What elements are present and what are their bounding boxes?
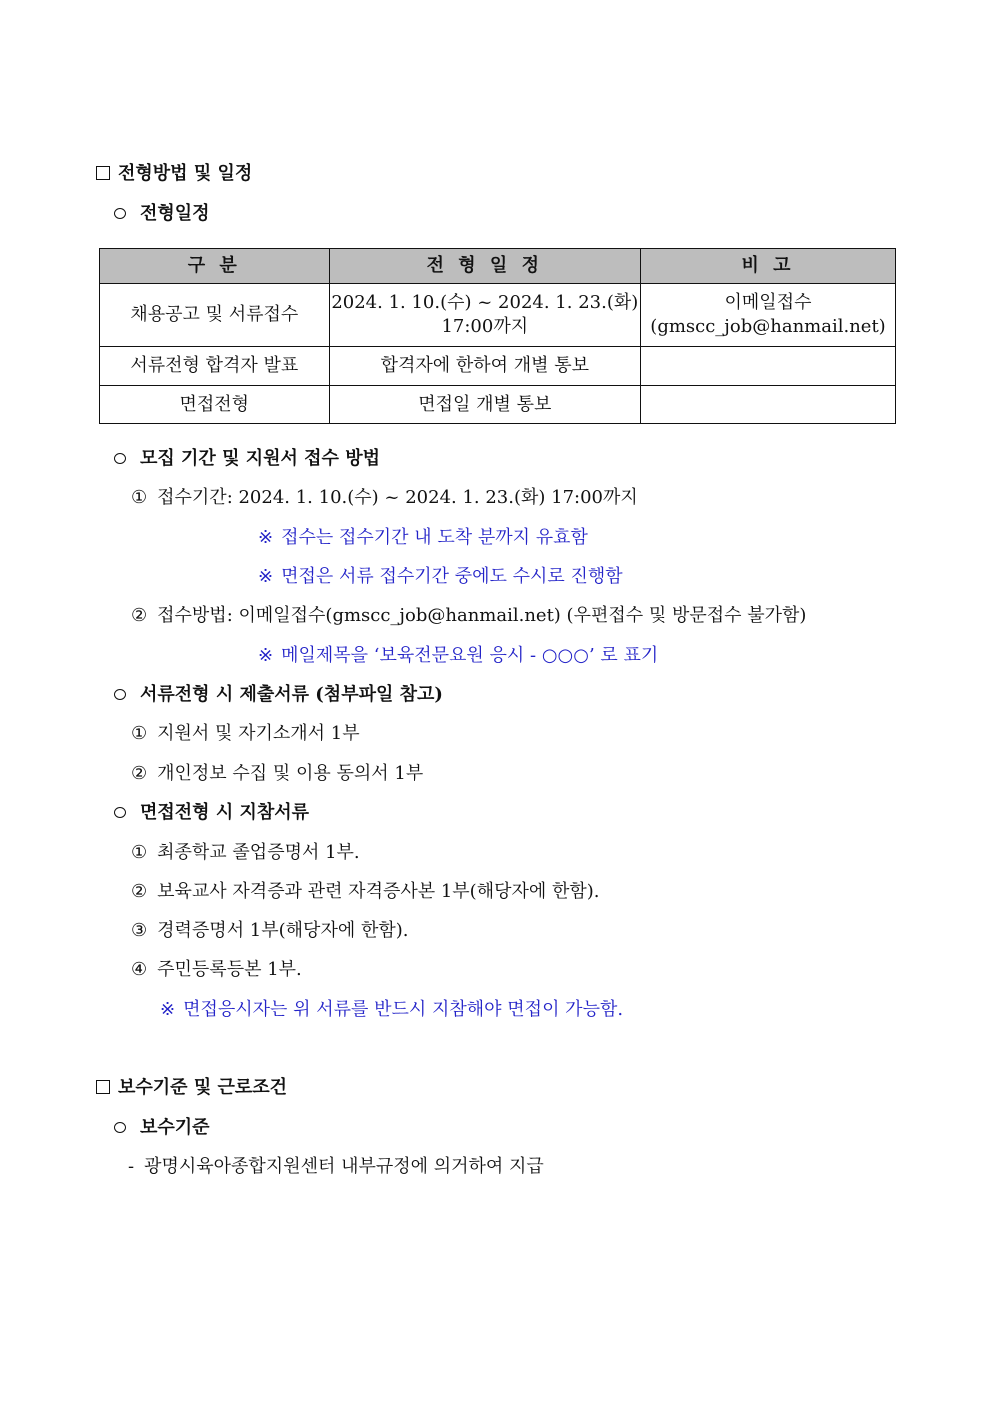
- subheading-recruit: [114, 447, 380, 471]
- cell-schedule-line1: 2024. 1. 10.(수) ~ 2024. 1. 23.(화): [331, 292, 639, 313]
- item-number: ②: [131, 605, 148, 626]
- item-number: ④: [131, 959, 148, 980]
- cell-category: 면접전형: [100, 386, 330, 424]
- item-text: 보육교사 자격증과 관련 자격증사본 1부(해당자에 한함).: [157, 881, 600, 902]
- section-heading-text: 보수기준 및 근로조건: [118, 1077, 288, 1098]
- circle-bullet-icon: [114, 1122, 126, 1133]
- circle-bullet-icon: [114, 453, 126, 464]
- list-item: [131, 880, 600, 904]
- circle-bullet-icon: [114, 689, 126, 700]
- section-heading-pay: [96, 1076, 287, 1100]
- subheading-text: 서류전형 시 제출서류 (첨부파일 참고): [140, 684, 443, 705]
- cell-note-line2: (gmscc_job@hanmail.net): [650, 316, 886, 337]
- cell-category: 채용공고 및 서류접수: [100, 284, 330, 347]
- item-text: 경력증명서 1부(해당자에 한함).: [157, 920, 409, 941]
- note-line: [160, 998, 623, 1022]
- subheading-documents: [114, 683, 443, 707]
- reference-mark-icon: ※: [258, 645, 274, 666]
- list-item: [131, 722, 360, 746]
- subheading-schedule: [114, 202, 210, 226]
- item-text: 개인정보 수집 및 이용 동의서 1부: [157, 763, 424, 784]
- schedule-table: [99, 248, 896, 424]
- item-number: ②: [131, 763, 148, 784]
- note-text: 접수는 접수기간 내 도착 분까지 유효함: [281, 527, 588, 548]
- list-item: [131, 958, 302, 982]
- note-line: [258, 526, 588, 550]
- list-item: [131, 841, 360, 865]
- note-line: [258, 644, 658, 668]
- dash-bullet: -: [128, 1156, 135, 1177]
- item-text: 접수기간: 2024. 1. 10.(수) ~ 2024. 1. 23.(화) 17:00까지: [157, 487, 638, 508]
- reference-mark-icon: ※: [258, 527, 274, 548]
- pay-item: [128, 1155, 544, 1179]
- reference-mark-icon: ※: [160, 999, 176, 1020]
- cell-note: [641, 386, 896, 424]
- table-row: [100, 386, 896, 424]
- column-header-note: 비 고: [641, 249, 896, 284]
- checkbox-square-icon: [96, 1080, 110, 1094]
- subheading-text: 보수기준: [140, 1117, 210, 1138]
- reference-mark-icon: ※: [258, 566, 274, 587]
- item-text: 광명시육아종합지원센터 내부규정에 의거하여 지급: [144, 1156, 544, 1177]
- cell-schedule: 면접일 개별 통보: [329, 386, 640, 424]
- item-number: ①: [131, 723, 148, 744]
- item-number: ②: [131, 881, 148, 902]
- subheading-text: 전형일정: [140, 203, 210, 224]
- list-item: [131, 604, 806, 628]
- cell-schedule: [329, 284, 640, 347]
- cell-note: [641, 284, 896, 347]
- cell-schedule-line2: 17:00까지: [441, 316, 529, 337]
- table-row: [100, 347, 896, 386]
- note-text: 면접응시자는 위 서류를 반드시 지참해야 면접이 가능함.: [183, 999, 624, 1020]
- item-text: 주민등록등본 1부.: [157, 959, 302, 980]
- subheading-pay: [114, 1116, 210, 1140]
- subheading-text: 모집 기간 및 지원서 접수 방법: [140, 448, 380, 469]
- subheading-interview: [114, 801, 309, 825]
- circle-bullet-icon: [114, 208, 126, 219]
- column-header-category: 구 분: [100, 249, 330, 284]
- item-number: ③: [131, 920, 148, 941]
- section-heading-selection: [96, 162, 252, 186]
- item-text: 지원서 및 자기소개서 1부: [157, 723, 360, 744]
- item-number: ①: [131, 487, 148, 508]
- note-text: 면접은 서류 접수기간 중에도 수시로 진행함: [281, 566, 623, 587]
- checkbox-square-icon: [96, 166, 110, 180]
- table-row: [100, 284, 896, 347]
- cell-schedule: 합격자에 한하여 개별 통보: [329, 347, 640, 386]
- column-header-schedule: 전 형 일 정: [329, 249, 640, 284]
- cell-note-line1: 이메일접수: [724, 292, 812, 313]
- subheading-text: 면접전형 시 지참서류: [140, 802, 310, 823]
- note-text: 메일제목을 ‘보육전문요원 응시 - ○○○’ 로 표기: [281, 645, 659, 666]
- list-item: [131, 486, 638, 510]
- item-text: 최종학교 졸업증명서 1부.: [157, 842, 360, 863]
- list-item: [131, 762, 423, 786]
- item-number: ①: [131, 842, 148, 863]
- cell-category: 서류전형 합격자 발표: [100, 347, 330, 386]
- cell-note: [641, 347, 896, 386]
- table-header-row: [100, 249, 896, 284]
- section-heading-text: 전형방법 및 일정: [118, 163, 253, 184]
- note-line: [258, 565, 623, 589]
- circle-bullet-icon: [114, 807, 126, 818]
- list-item: [131, 919, 408, 943]
- item-text: 접수방법: 이메일접수(gmscc_job@hanmail.net) (우편접수 및 방문접수 불가함): [157, 605, 807, 626]
